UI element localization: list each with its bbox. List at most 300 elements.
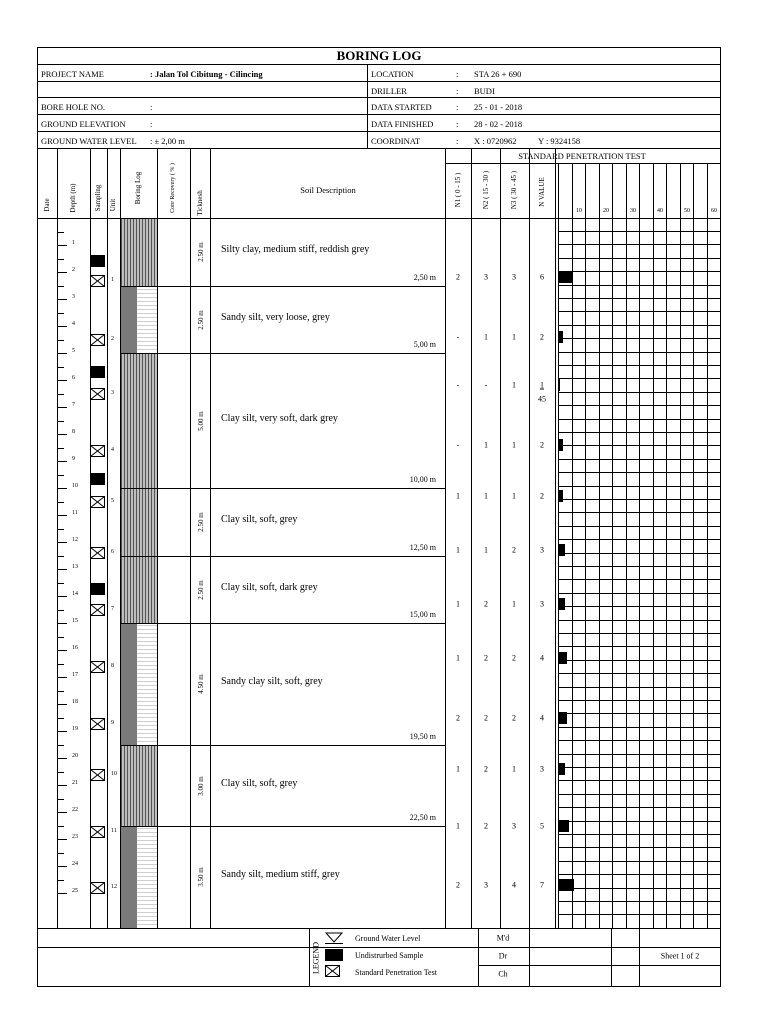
spt-grid-line: [558, 754, 720, 755]
sample-unit-number: 11: [111, 828, 117, 834]
spt-n-value: 3: [540, 545, 544, 555]
spt-grid-line: [599, 163, 600, 928]
spt-grid-line: [558, 392, 720, 393]
depth-minor-tick: [57, 340, 64, 341]
spt-sample-marker: [90, 769, 105, 781]
spt-tick-label: 30: [630, 208, 636, 214]
header-row-line: [37, 81, 721, 82]
depth-minor-tick: [57, 772, 64, 773]
footer-line: [529, 928, 530, 987]
spt-n3: 1: [512, 764, 516, 774]
spt-n1: 2: [456, 713, 460, 723]
header-row-line: [37, 148, 721, 149]
depth-major-tick: [57, 542, 67, 543]
spt-grid-line: [558, 459, 720, 460]
depth-major-tick: [57, 272, 67, 273]
sample-unit-number: 10: [111, 771, 117, 777]
depth-minor-tick: [57, 664, 64, 665]
spt-grid-line: [558, 780, 720, 781]
spt-grid-line: [558, 593, 720, 594]
spt-tick-label: 10: [576, 208, 582, 214]
depth-major-tick: [57, 461, 67, 462]
spt-n3: 1: [512, 380, 516, 390]
footer-line: [639, 928, 640, 987]
spt-grid-line: [585, 163, 586, 928]
depth-minor-tick: [57, 529, 64, 530]
depth-minor-tick: [57, 610, 64, 611]
spt-n-value: 2: [540, 332, 544, 342]
spt-n1: 1: [456, 545, 460, 555]
spt-n1: -: [456, 332, 460, 342]
spt-n2: 2: [484, 821, 488, 831]
spt-grid-line: [558, 620, 720, 621]
spt-n2: 2: [484, 653, 488, 663]
soil-description: Sandy silt, medium stiff, grey: [221, 869, 340, 880]
soil-description: Sandy clay silt, soft, grey: [221, 676, 323, 687]
col-depth: Depth (m): [69, 183, 77, 213]
spt-grid-line: [680, 163, 681, 928]
spt-n1: -: [456, 380, 460, 390]
depth-minor-tick: [57, 745, 64, 746]
legend-md: M'd: [496, 933, 510, 943]
depth-label: 13: [72, 564, 78, 570]
col-unit: Unit: [109, 198, 117, 212]
spt-grid-line: [666, 163, 667, 928]
spt-grid-line: [558, 325, 720, 326]
column-line: [57, 148, 58, 928]
depth-label: 7: [72, 402, 75, 408]
spt-n1: 1: [456, 821, 460, 831]
depth-label: 24: [72, 861, 78, 867]
depth-major-tick: [57, 812, 67, 813]
boring-log-pattern: [121, 557, 157, 623]
spt-n-value: 7: [540, 880, 544, 890]
depth-major-tick: [57, 488, 67, 489]
depth-label: 17: [72, 672, 78, 678]
spt-grid-line: [639, 163, 640, 928]
depth-label: 25: [72, 888, 78, 894]
boring-log-pattern: [121, 219, 157, 286]
legend-title: LEGEND: [311, 942, 321, 974]
spt-grid-line: [558, 298, 720, 299]
depth-label: 14: [72, 591, 78, 597]
sample-unit-number: 9: [111, 720, 114, 726]
spt-n3: 4: [512, 880, 516, 890]
sample-unit-number: 7: [111, 606, 114, 612]
soil-description: Clay silt, soft, dark grey: [221, 582, 318, 593]
spt-n3: 2: [512, 653, 516, 663]
spt-n3: 1: [512, 332, 516, 342]
spt-grid-line: [558, 405, 720, 406]
standard-penetration-test-icon: [325, 965, 340, 977]
column-line: [555, 148, 556, 928]
spt-grid-line: [558, 687, 720, 688]
spt-sample-marker: [90, 826, 105, 838]
depth-minor-tick: [57, 799, 64, 800]
undisturbed-sample-marker: [90, 473, 105, 485]
n-value-bar: [558, 379, 560, 391]
spt-n-value: 3: [540, 764, 544, 774]
layer-thickness: 2.50 m: [197, 512, 205, 532]
depth-major-tick: [57, 758, 67, 759]
depth-major-tick: [57, 839, 67, 840]
sample-unit-number: 12: [111, 884, 117, 890]
layer-boundary: [120, 488, 445, 489]
layer-thickness: 2.50 m: [197, 309, 205, 330]
layer-thickness: 3.00 m: [197, 775, 205, 796]
sample-unit-number: 8: [111, 663, 114, 669]
undisturbed-sample-marker: [90, 366, 105, 378]
spt-grid-line: [558, 673, 720, 674]
spt-n3: 2: [512, 545, 516, 555]
depth-major-tick: [57, 704, 67, 705]
depth-major-tick: [57, 569, 67, 570]
spt-grid-line: [558, 231, 720, 232]
col-date: Date: [43, 198, 51, 212]
layer-thickness: 2.50 m: [197, 242, 205, 262]
n-value-bar: [558, 331, 563, 343]
layer-boundary: [120, 353, 445, 354]
depth-minor-tick: [57, 691, 64, 692]
project-name-label: PROJECT NAME: [41, 69, 104, 79]
depth-minor-tick: [57, 853, 64, 854]
spt-grid-line: [558, 660, 720, 661]
spt-tick-label: 40: [657, 208, 663, 214]
spt-n-value: 3: [540, 599, 544, 609]
depth-major-tick: [57, 866, 67, 867]
sample-unit-number: 1: [111, 277, 114, 283]
spt-grid-line: [558, 432, 720, 433]
spt-n3: 2: [512, 713, 516, 723]
spt-grid-line: [558, 646, 720, 647]
col-n-value: N VALUE: [538, 177, 546, 207]
n-value-bar: [558, 439, 563, 451]
spt-n3: 3: [512, 272, 516, 282]
legend-spt-label: Standard Penetration Test: [355, 968, 437, 977]
depth-minor-tick: [57, 502, 64, 503]
n-value-bar: [558, 598, 565, 610]
depth-minor-tick: [57, 313, 64, 314]
spt-n3: 3: [512, 821, 516, 831]
spt-tick-label: 20: [603, 208, 609, 214]
spt-grid-line: [558, 512, 720, 513]
spt-grid-line: [558, 526, 720, 527]
undisturbed-sample-icon: [325, 949, 343, 961]
coordinat-colon: :: [456, 136, 459, 146]
spt-n1: 1: [456, 653, 460, 663]
spt-grid-line: [558, 901, 720, 902]
spt-n2: 1: [484, 491, 488, 501]
spt-grid-line: [558, 352, 720, 353]
spt-n1: 1: [456, 491, 460, 501]
spt-tick-label: 60: [711, 208, 717, 214]
location-label: LOCATION: [371, 69, 414, 79]
spt-grid-line: [558, 847, 720, 848]
spt-grid-line: [558, 606, 720, 607]
depth-minor-tick: [57, 394, 64, 395]
ground-water-level-label: GROUND WATER LEVEL: [41, 136, 137, 146]
date-started-value: 25 - 01 - 2018: [474, 102, 523, 112]
spt-grid-line: [558, 365, 720, 366]
spt-grid-line: [558, 378, 720, 379]
boring-log-pattern: [121, 827, 157, 928]
depth-major-tick: [57, 434, 67, 435]
depth-minor-tick: [57, 232, 64, 233]
undisturbed-sample-marker: [90, 583, 105, 595]
date-finished-label: DATA FINISHED: [371, 119, 434, 129]
legend-undisturbed-label: Undistrurbed Sample: [355, 951, 424, 960]
spt-grid-line: [558, 633, 720, 634]
depth-minor-tick: [57, 556, 64, 557]
layer-boundary: [120, 826, 445, 827]
spt-grid-line: [558, 874, 720, 875]
col-n2: N2 ( 15 - 30 ): [482, 170, 490, 210]
n-value-bar: [558, 879, 574, 891]
spt-n3: 1: [512, 440, 516, 450]
spt-grid-line: [558, 539, 720, 540]
spt-grid-line: [612, 163, 613, 928]
sample-unit-number: 4: [111, 447, 114, 453]
spt-grid-line: [558, 914, 720, 915]
spt-grid-line: [558, 445, 720, 446]
n-value-bar: [558, 763, 565, 775]
layer-bottom-depth: 10,00 m: [409, 475, 436, 484]
spt-n-value: 2: [540, 491, 544, 501]
spt-n-value: 4: [540, 713, 544, 723]
spt-grid-line: [558, 807, 720, 808]
spt-n2: 1: [484, 440, 488, 450]
spt-n1: 2: [456, 880, 460, 890]
depth-minor-tick: [57, 637, 64, 638]
location-colon: :: [456, 69, 459, 79]
depth-major-tick: [57, 353, 67, 354]
soil-description: Clay silt, soft, grey: [221, 514, 298, 525]
date-started-label: DATA STARTED: [371, 102, 432, 112]
spt-sample-marker: [90, 882, 105, 894]
spt-grid-line: [558, 888, 720, 889]
depth-label: 12: [72, 537, 78, 543]
boring-log-pattern: [121, 287, 157, 353]
legend-ch: Ch: [498, 969, 508, 979]
depth-label: 9: [72, 456, 75, 462]
depth-major-tick: [57, 326, 67, 327]
coordinat-x: X : 0720962: [474, 136, 517, 146]
column-line: [190, 148, 191, 928]
column-line: [107, 148, 108, 928]
footer-line: [37, 947, 721, 948]
boring-log-pattern: [121, 746, 157, 826]
depth-major-tick: [57, 623, 67, 624]
spt-sample-marker: [90, 604, 105, 616]
coordinat-label: COORDINAT: [371, 136, 421, 146]
layer-thickness: 5.00 m: [197, 410, 205, 431]
col-n3: N3 ( 30 - 45 ): [510, 170, 518, 210]
spt-n2: 3: [484, 272, 488, 282]
spt-grid-line: [558, 553, 720, 554]
spt-grid-line: [558, 419, 720, 420]
header-row-line: [37, 131, 721, 132]
spt-grid-line: [558, 472, 720, 473]
title-divider: [37, 64, 721, 65]
project-name-value: : Jalan Tol Cibitung - Cilincing: [150, 69, 263, 79]
spt-grid-line: [558, 700, 720, 701]
soil-description: Silty clay, medium stiff, reddish grey: [221, 244, 370, 255]
footer-line: [478, 928, 479, 987]
spt-grid-line: [558, 834, 720, 835]
date-finished-colon: :: [456, 119, 459, 129]
depth-label: 15: [72, 618, 78, 624]
spt-n-value: 4: [540, 653, 544, 663]
depth-minor-tick: [57, 259, 64, 260]
spt-n-value: 2: [540, 440, 544, 450]
boring-log-pattern: [121, 354, 157, 488]
header-split-line: [367, 64, 368, 148]
layer-thickness: 4.50 m: [197, 674, 205, 694]
depth-major-tick: [57, 785, 67, 786]
column-line: [210, 148, 211, 928]
depth-major-tick: [57, 407, 67, 408]
spt-sample-marker: [90, 547, 105, 559]
column-line: [500, 148, 501, 928]
spt-sample-marker: [90, 661, 105, 673]
column-line: [445, 148, 446, 928]
depth-label: 1: [72, 240, 75, 246]
spt-grid-line: [558, 740, 720, 741]
depth-major-tick: [57, 515, 67, 516]
sample-unit-number: 2: [111, 336, 114, 342]
n-value-bar: [558, 712, 567, 724]
spt-grid-line: [558, 579, 720, 580]
spt-sample-marker: [90, 388, 105, 400]
spt-grid-line: [558, 285, 720, 286]
date-started-colon: :: [456, 102, 459, 112]
depth-label: 18: [72, 699, 78, 705]
layer-boundary: [120, 556, 445, 557]
spt-sample-marker: [90, 275, 105, 287]
location-value: STA 26 + 690: [474, 69, 522, 79]
layer-boundary: [120, 745, 445, 746]
spt-grid-line: [558, 338, 720, 339]
legend-gwl-label: Ground Water Level: [355, 934, 421, 943]
sample-unit-number: 3: [111, 390, 114, 396]
depth-label: 21: [72, 780, 78, 786]
layer-bottom-depth: 15,00 m: [409, 610, 436, 619]
layer-thickness: 3.50 m: [197, 867, 205, 887]
depth-major-tick: [57, 596, 67, 597]
n-value-bar: [558, 271, 572, 283]
depth-label: 10: [72, 483, 78, 489]
spt-n2: 1: [484, 545, 488, 555]
col-sampling: Sampling: [94, 184, 102, 212]
col-thickness: Ticknesh: [196, 190, 204, 216]
depth-minor-tick: [57, 583, 64, 584]
soil-description: Clay silt, soft, grey: [221, 778, 298, 789]
depth-label: 23: [72, 834, 78, 840]
coordinat-y: Y : 9324158: [538, 136, 581, 146]
ground-elevation-label: GROUND ELEVATION: [41, 119, 126, 129]
n-value-bar: [558, 652, 567, 664]
spt-sample-marker: [90, 718, 105, 730]
spt-grid-line: [558, 244, 720, 245]
bore-hole-value: :: [150, 102, 153, 112]
spt-sample-marker: [90, 334, 105, 346]
layer-bottom-depth: 19,50 m: [409, 732, 436, 741]
column-line: [529, 148, 530, 928]
spt-n2: 2: [484, 764, 488, 774]
n-value-bar: [558, 490, 563, 502]
soil-description: Clay silt, very soft, dark grey: [221, 413, 338, 424]
depth-label: 2: [72, 267, 75, 273]
page-title: BORING LOG: [336, 48, 422, 63]
spt-grid-line: [558, 499, 720, 500]
depth-label: 8: [72, 429, 75, 435]
legend-dr: Dr: [498, 951, 508, 961]
spt-grid-line: [558, 566, 720, 567]
spt-sample-marker: [90, 445, 105, 457]
spt-grid-line: [693, 163, 694, 928]
depth-minor-tick: [57, 718, 64, 719]
spt-n3: 1: [512, 491, 516, 501]
column-line: [471, 148, 472, 928]
soil-description: Sandy silt, very loose, grey: [221, 312, 330, 323]
layer-boundary: [120, 286, 445, 287]
spt-n-value: 5: [540, 821, 544, 831]
col-core-recovery: Core Recovery ( % ): [170, 163, 176, 213]
sample-unit-number: 6: [111, 549, 114, 555]
depth-label: 5: [72, 348, 75, 354]
depth-label: 3: [72, 294, 75, 300]
header-row-line: [37, 97, 721, 98]
spt-n2: 2: [484, 599, 488, 609]
depth-minor-tick: [57, 475, 64, 476]
spt-title: STANDARD PENETRATION TEST: [518, 151, 646, 161]
spt-n1: 1: [456, 764, 460, 774]
depth-major-tick: [57, 245, 67, 246]
spt-grid-line: [707, 163, 708, 928]
spt-n-value-sub: 45: [538, 394, 546, 404]
ground-water-level-value: : ± 2,00 m: [150, 136, 185, 146]
spt-grid-line: [558, 713, 720, 714]
ground-water-level-icon: [325, 932, 343, 944]
depth-major-tick: [57, 299, 67, 300]
spt-n1: -: [456, 440, 460, 450]
spt-grid-line: [558, 821, 720, 822]
n-value-bar: [558, 820, 569, 832]
spt-n1: 1: [456, 599, 460, 609]
depth-major-tick: [57, 677, 67, 678]
depth-label: 11: [72, 510, 78, 516]
col-soil-description: Soil Description: [300, 185, 356, 195]
spt-grid-line: [558, 258, 720, 259]
spt-n-value: 6: [540, 272, 544, 282]
layer-bottom-depth: 12,50 m: [409, 543, 436, 552]
col-boring-log: Boring Log: [134, 171, 142, 205]
sample-unit-number: 5: [111, 498, 114, 504]
spt-grid-line: [626, 163, 627, 928]
layer-bottom-depth: 22,50 m: [409, 813, 436, 822]
depth-label: 19: [72, 726, 78, 732]
driller-label: DRILLER: [371, 86, 407, 96]
depth-major-tick: [57, 380, 67, 381]
boring-log-pattern: [121, 489, 157, 556]
spt-n2: 1: [484, 332, 488, 342]
spt-grid-line: [558, 311, 720, 312]
spt-n3: 1: [512, 599, 516, 609]
spt-grid-line: [720, 163, 721, 928]
depth-major-tick: [57, 650, 67, 651]
depth-minor-tick: [57, 826, 64, 827]
boring-log-pattern: [121, 624, 157, 745]
